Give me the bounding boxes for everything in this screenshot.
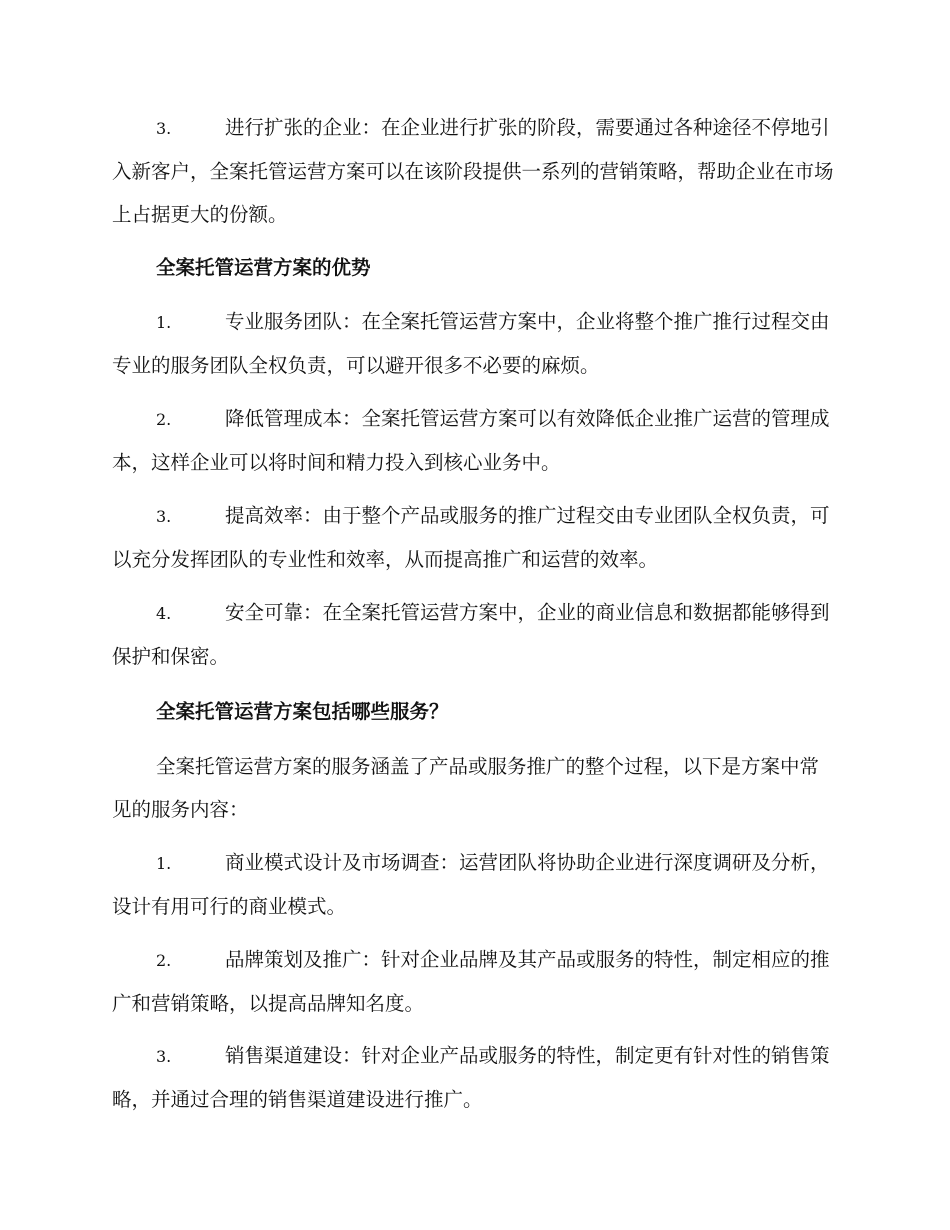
list-item-text: 销售渠道建设：针对企业产品或服务的特性，制定更有针对性的销售策略，并通过合理的销售渠道建设进行推广。 [112,1044,830,1111]
list-number: 2. [156,410,172,429]
heading-advantages: 全案托管运营方案的优势 [156,256,371,279]
list-item-text: 专业服务团队：在全案托管运营方案中，企业将整个推广推行过程交由专业的服务团队全权负责，可以避开很多不必要的麻烦。 [112,310,830,377]
list-item-efficiency [112,494,834,581]
list-item-brand-planning [112,938,834,1025]
list-number: 4. [156,604,172,623]
list-item-text: 降低管理成本：全案托管运营方案可以有效降低企业推广运营的管理成本，这样企业可以将时间和精力投入到核心业务中。 [112,407,830,474]
list-item-security [112,591,834,678]
list-item-sales-channel [112,1034,834,1121]
list-item-text: 提高效率：由于整个产品或服务的推广过程交由专业团队全权负责，可以充分发挥团队的专业性和效率，从而提高推广和运营的效率。 [112,504,830,571]
list-item-text: 安全可靠：在全案托管运营方案中，企业的商业信息和数据都能够得到保护和保密。 [112,601,830,668]
list-number: 2. [156,951,172,970]
list-number: 3. [156,507,172,526]
heading-services: 全案托管运营方案包括哪些服务？ [156,700,449,723]
list-number: 1. [156,854,172,873]
list-number: 3. [156,1047,172,1066]
list-item-business-model [112,841,834,928]
list-item-professional-team [112,300,834,387]
list-item-expanding-enterprise [112,106,834,236]
list-number: 3. [156,119,172,138]
services-intro-paragraph: 全案托管运营方案的服务涵盖了产品或服务推广的整个过程，以下是方案中常见的服务内容： [112,755,820,821]
list-item-text: 进行扩张的企业：在企业进行扩张的阶段，需要通过各种途径不停地引入新客户，全案托管运营方案可以在该阶段提供一系列的营销策略，帮助企业在市场上占据更大的份额。 [112,116,834,226]
list-item-text: 品牌策划及推广：针对企业品牌及其产品或服务的特性，制定相应的推广和营销策略，以提高品牌知名度。 [112,948,830,1015]
list-item-reduce-cost [112,397,834,484]
list-number: 1. [156,313,172,332]
list-item-text: 商业模式设计及市场调查：运营团队将协助企业进行深度调研及分析，设计有用可行的商业模式。 [112,851,830,918]
